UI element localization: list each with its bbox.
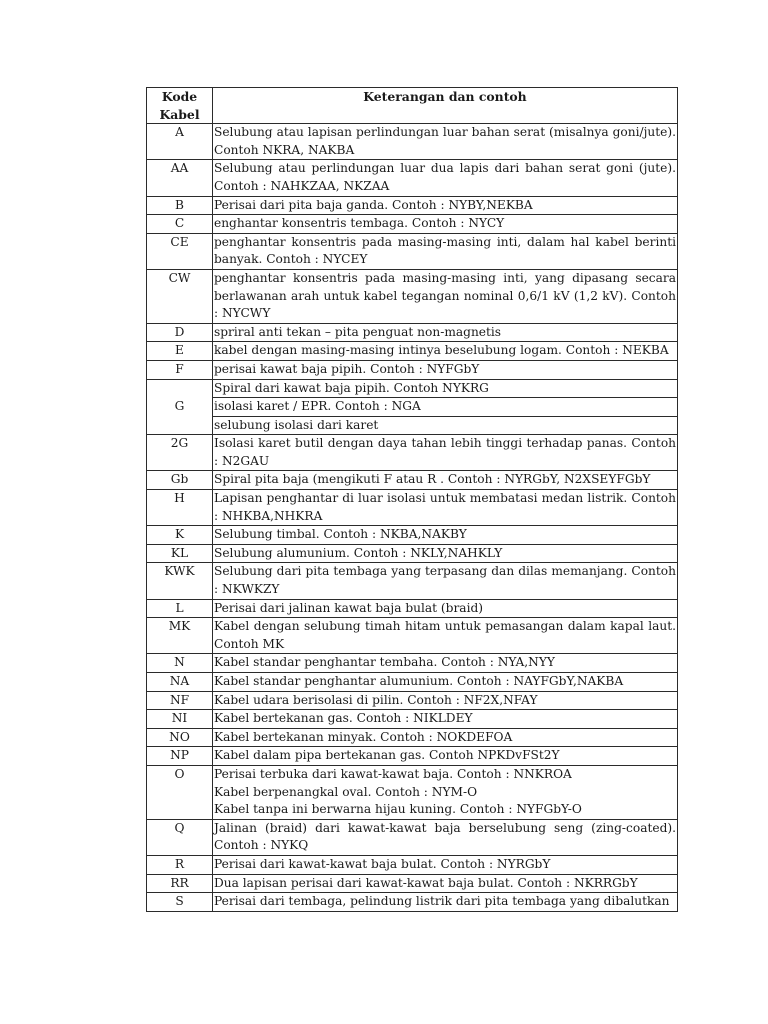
cell-description bbox=[213, 765, 678, 819]
cell-code: Gb bbox=[147, 471, 213, 490]
table-row bbox=[147, 215, 678, 234]
cell-code: CE bbox=[147, 233, 213, 269]
cell-description: perisai kawat baja pipih. Contoh : NYFGbY bbox=[213, 360, 678, 379]
column-header-code: Kode Kabel bbox=[147, 88, 213, 124]
table-row bbox=[147, 874, 678, 893]
cell-code: S bbox=[147, 893, 213, 912]
table-row bbox=[147, 360, 678, 379]
cell-description: Dua lapisan perisai dari kawat-kawat baja bulat. Contoh : NKRRGbY bbox=[213, 874, 678, 893]
cell-code: NO bbox=[147, 728, 213, 747]
cell-code: NF bbox=[147, 691, 213, 710]
cell-code: O bbox=[147, 765, 213, 819]
cell-description: Kabel dalam pipa bertekanan gas. Contoh NPKDvFSt2Y bbox=[213, 747, 678, 766]
table-row bbox=[147, 599, 678, 618]
table-row bbox=[147, 435, 678, 471]
cell-description: kabel dengan masing-masing intinya beselubung logam. Contoh : NEKBA bbox=[213, 342, 678, 361]
table-row bbox=[147, 673, 678, 692]
cell-code: 2G bbox=[147, 435, 213, 471]
table-row bbox=[147, 765, 678, 819]
cell-description: Perisai dari pita baja ganda. Contoh : NYBY,NEKBA bbox=[213, 196, 678, 215]
cell-code: NA bbox=[147, 673, 213, 692]
cell-description: Perisai dari jalinan kawat baja bulat (braid) bbox=[213, 599, 678, 618]
cell-description: Lapisan penghantar di luar isolasi untuk membatasi medan listrik. Contoh : NHKBA,NHKRA bbox=[213, 490, 678, 526]
cell-code: R bbox=[147, 855, 213, 874]
table-row bbox=[147, 416, 678, 435]
cell-description: Kabel standar penghantar tembaha. Contoh : NYA,NYY bbox=[213, 654, 678, 673]
cell-description: Jalinan (braid) dari kawat-kawat baja berselubung seng (zing-coated). Contoh : NYKQ bbox=[213, 819, 678, 855]
cell-code: MK bbox=[147, 618, 213, 654]
cell-description: Kabel dengan selubung timah hitam untuk pemasangan dalam kapal laut. Contoh MK bbox=[213, 618, 678, 654]
cell-description: Spiral dari kawat baja pipih. Contoh NYKRG bbox=[213, 379, 678, 398]
cell-description: penghantar konsentris pada masing-masing inti, dalam hal kabel berinti banyak. Contoh : NYCEY bbox=[213, 233, 678, 269]
cell-code: KWK bbox=[147, 563, 213, 599]
cell-code: G bbox=[147, 379, 213, 435]
table-row bbox=[147, 654, 678, 673]
cell-description: Perisai dari tembaga, pelindung listrik dari pita tembaga yang dibalutkan bbox=[213, 893, 678, 912]
table-row bbox=[147, 233, 678, 269]
description-line: Kabel berpenangkal oval. Contoh : NYM-O bbox=[214, 784, 478, 799]
table-row bbox=[147, 323, 678, 342]
cell-code: L bbox=[147, 599, 213, 618]
cell-description: Spiral pita baja (mengikuti F atau R . Contoh : NYRGbY, N2XSEYFGbY bbox=[213, 471, 678, 490]
description-line: Kabel tanpa ini berwarna hijau kuning. Contoh : NYFGbY-O bbox=[214, 802, 582, 817]
cell-code: F bbox=[147, 360, 213, 379]
table-row bbox=[147, 819, 678, 855]
cell-code: NP bbox=[147, 747, 213, 766]
cell-description: Isolasi karet butil dengan daya tahan lebih tinggi terhadap panas. Contoh : N2GAU bbox=[213, 435, 678, 471]
table-row bbox=[147, 196, 678, 215]
cell-code: N bbox=[147, 654, 213, 673]
cell-description: Kabel standar penghantar alumunium. Contoh : NAYFGbY,NAKBA bbox=[213, 673, 678, 692]
column-header-description: Keterangan dan contoh bbox=[213, 88, 678, 124]
table-row bbox=[147, 728, 678, 747]
cell-code: AA bbox=[147, 160, 213, 196]
table-row bbox=[147, 747, 678, 766]
cell-description: Kabel bertekanan minyak. Contoh : NOKDEFOA bbox=[213, 728, 678, 747]
cell-description: penghantar konsentris pada masing-masing inti, yang dipasang secara berlawanan arah untuk kabel tegangan nominal 0,6/1 kV (1,2 kV). Contoh : NYCWY bbox=[213, 269, 678, 323]
cell-code: NI bbox=[147, 710, 213, 729]
cell-code: CW bbox=[147, 269, 213, 323]
table-row bbox=[147, 490, 678, 526]
cell-code: D bbox=[147, 323, 213, 342]
table-row bbox=[147, 124, 678, 160]
cell-code: RR bbox=[147, 874, 213, 893]
cell-description: spriral anti tekan – pita penguat non-magnetis bbox=[213, 323, 678, 342]
table-row bbox=[147, 526, 678, 545]
table-row bbox=[147, 618, 678, 654]
table-row bbox=[147, 471, 678, 490]
cell-code: C bbox=[147, 215, 213, 234]
table-row bbox=[147, 398, 678, 417]
table-row bbox=[147, 710, 678, 729]
cell-description: Selubung alumunium. Contoh : NKLY,NAHKLY bbox=[213, 544, 678, 563]
cable-code-table bbox=[146, 87, 678, 912]
cell-description: Kabel bertekanan gas. Contoh : NIKLDEY bbox=[213, 710, 678, 729]
cell-description: Selubung atau perlindungan luar dua lapis dari bahan serat goni (jute). Contoh : NAHKZAA, NKZAA bbox=[213, 160, 678, 196]
description-line: Perisai terbuka dari kawat-kawat baja. Contoh : NNKROA bbox=[214, 766, 572, 781]
table-row bbox=[147, 160, 678, 196]
table-header-row bbox=[147, 88, 678, 124]
cell-description: enghantar konsentris tembaga. Contoh : NYCY bbox=[213, 215, 678, 234]
cell-description: Selubung dari pita tembaga yang terpasang dan dilas memanjang. Contoh : NKWKZY bbox=[213, 563, 678, 599]
table-row bbox=[147, 563, 678, 599]
cell-description: isolasi karet / EPR. Contoh : NGA bbox=[213, 398, 678, 417]
cell-code: Q bbox=[147, 819, 213, 855]
table-row bbox=[147, 893, 678, 912]
cell-code: H bbox=[147, 490, 213, 526]
cell-code: E bbox=[147, 342, 213, 361]
cell-code: B bbox=[147, 196, 213, 215]
cell-description: Perisai dari kawat-kawat baja bulat. Contoh : NYRGbY bbox=[213, 855, 678, 874]
table-row bbox=[147, 855, 678, 874]
table-row bbox=[147, 342, 678, 361]
cell-code: A bbox=[147, 124, 213, 160]
cell-description: Selubung atau lapisan perlindungan luar bahan serat (misalnya goni/jute). Contoh NKRA, NAKBA bbox=[213, 124, 678, 160]
table-row bbox=[147, 691, 678, 710]
table-row bbox=[147, 544, 678, 563]
cell-description: Selubung timbal. Contoh : NKBA,NAKBY bbox=[213, 526, 678, 545]
table-row bbox=[147, 269, 678, 323]
cell-code: KL bbox=[147, 544, 213, 563]
table-row bbox=[147, 379, 678, 398]
cell-description: selubung isolasi dari karet bbox=[213, 416, 678, 435]
cell-description: Kabel udara berisolasi di pilin. Contoh : NF2X,NFAY bbox=[213, 691, 678, 710]
cell-code: K bbox=[147, 526, 213, 545]
